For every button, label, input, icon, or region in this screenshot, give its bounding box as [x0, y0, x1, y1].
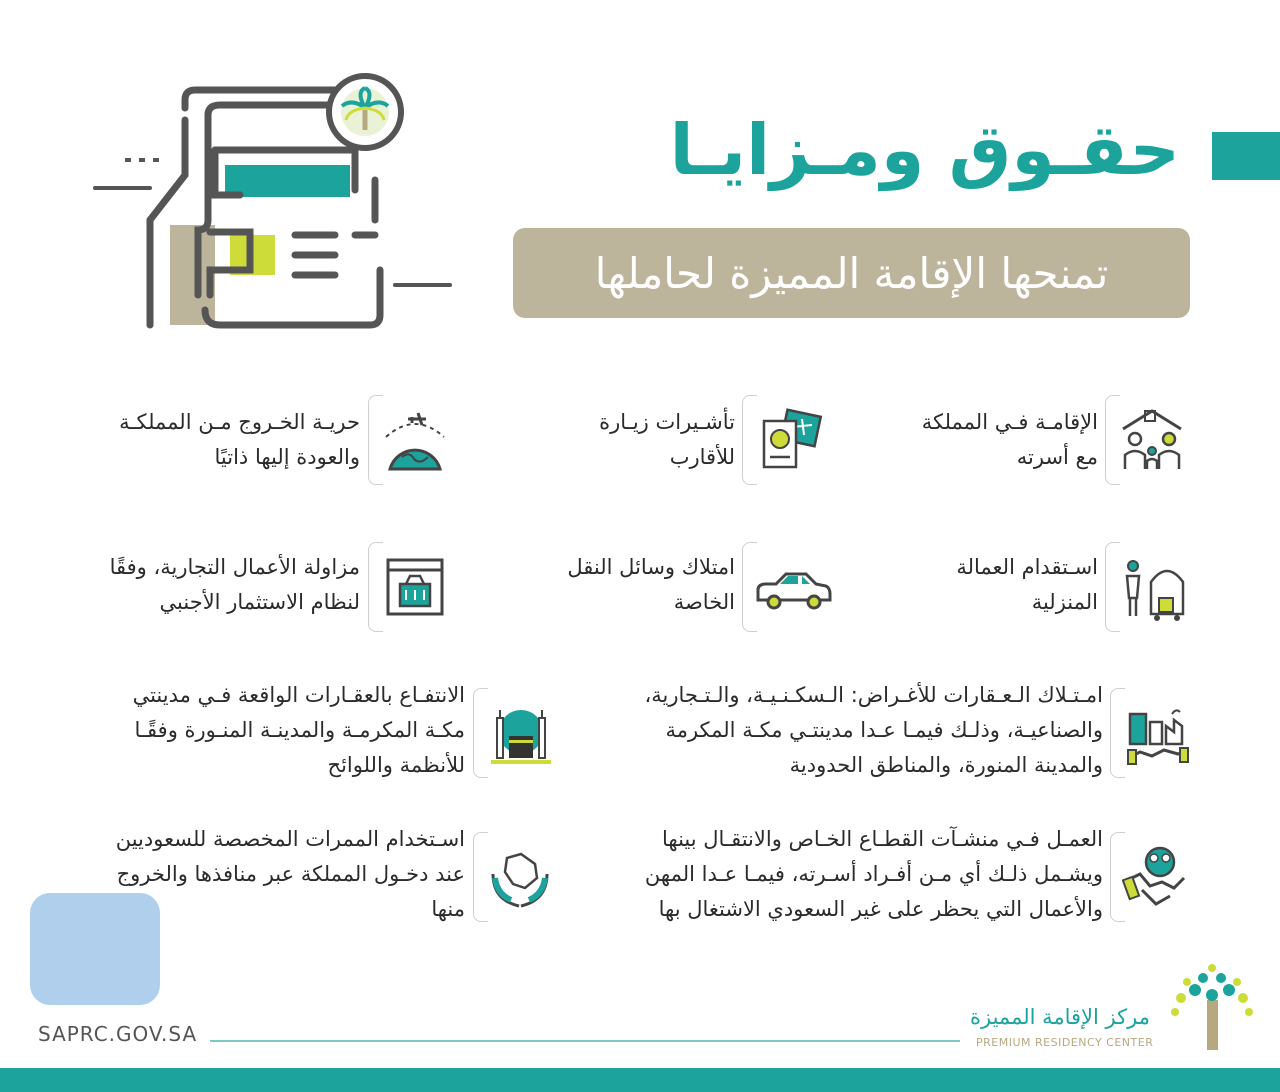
- domestic-worker-icon: [1105, 542, 1185, 632]
- feature-text: الانتفـاع بالعقـارات الواقعة فـي مدينتي مكـة المكرمـة والمدينـة المنـورة وفقًـا للأنظمة واللوائح: [132, 683, 465, 777]
- center-logo-english: PREMIUM RESIDENCY CENTER: [976, 1036, 1154, 1049]
- real-estate-icon: [1110, 688, 1190, 778]
- kaaba-mosque-icon: [473, 688, 553, 778]
- footer-divider: [210, 1040, 960, 1042]
- feature-private-sector-work: [600, 822, 1103, 930]
- feature-business-activities: [90, 550, 360, 622]
- business-basket-icon: [368, 542, 448, 632]
- feature-domestic-workers: [900, 550, 1098, 622]
- feature-text: امـتـلاك الـعـقارات للأغـراض: الـسكـنـيـة، والـتـجارية، والصناعيـة، وذلـك فيمـا عـدا مدينتـي مكـة المكرمة والمدينة المنورة، والمناطق الحدودية: [644, 683, 1103, 777]
- plane-globe-icon: [368, 395, 448, 485]
- feature-text: الإقامـة فـي المملكة مع أسرته: [921, 410, 1098, 469]
- feature-text: حريـة الخـروج مـن المملكـة والعودة إليها ذاتيًا: [119, 410, 360, 469]
- feature-exit-reentry: [90, 405, 360, 477]
- handshake-team-icon: [1110, 832, 1190, 922]
- decorative-bottom-band: [0, 1068, 1280, 1092]
- subtitle-banner: [513, 228, 1190, 318]
- document-stamp-illustration: [90, 70, 470, 335]
- feature-text: اسـتخدام الممرات المخصصة للسعوديين عند دخـول المملكة عبر منافذها والخروج منها: [115, 827, 465, 921]
- feature-text: امتلاك وسائل النقل الخاصة: [567, 555, 735, 614]
- page-title: حقـوق ومـزايـا: [669, 109, 1180, 191]
- page-subtitle: تمنحها الإقامة المميزة لحاملها: [594, 248, 1109, 298]
- feature-holy-cities-property: [88, 678, 465, 786]
- feature-private-vehicles: [530, 550, 735, 622]
- watermark-logo: [30, 893, 160, 1005]
- feature-text: اسـتقدام العمالة المنزلية: [956, 555, 1098, 614]
- feature-real-estate-ownership: [600, 678, 1103, 786]
- center-logo-arabic: مركز الإقامة المميزة: [970, 1005, 1150, 1029]
- palm-tree-logo-icon: [1165, 960, 1260, 1055]
- family-home-icon: [1105, 395, 1185, 485]
- feature-visit-visas: [530, 405, 735, 477]
- visa-passport-icon: [742, 395, 822, 485]
- feature-text: تأشـيرات زيـارة للأقارب: [599, 410, 735, 469]
- title-accent-bar: [1212, 132, 1280, 180]
- saudi-map-hands-icon: [473, 832, 553, 922]
- feature-residence-family: [880, 405, 1098, 477]
- feature-text: العمـل فـي منشـآت القطـاع الخـاص والانتقـال بينها ويشـمل ذلـك أي مـن أفـراد أسـرته، فيمـا عـدا المهن والأعمال التي يحظر على غير السعودي الاشتغال بها: [644, 827, 1103, 921]
- website-url[interactable]: SAPRC.GOV.SA: [38, 1022, 198, 1046]
- car-icon: [742, 542, 822, 632]
- feature-text: مزاولة الأعمال التجارية، وفقًا لنظام الاستثمار الأجنبي: [109, 555, 360, 614]
